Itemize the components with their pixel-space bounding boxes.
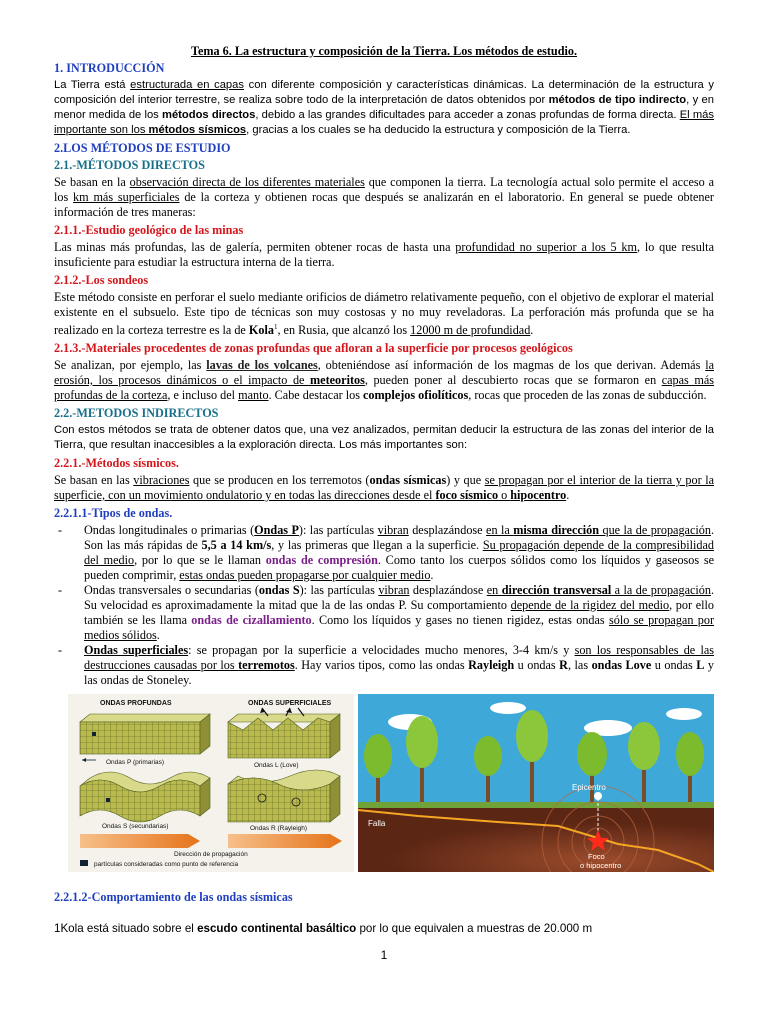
section-2-2-heading: 2.2.-METODOS INDIRECTOS	[54, 406, 219, 421]
footnote-ref: 1	[273, 323, 278, 331]
label-surface-waves: ONDAS SUPERFICIALES	[248, 700, 332, 708]
section-2-2-1-2-heading: 2.2.1.2-Comportamiento de las ondas sísmicas	[54, 890, 293, 905]
direct-methods-paragraph: Se basan en la observación directa de los diferentes materiales que componen la tierra. La tecnología actual solo permite el acceso a los km más superficiales de la corteza y obtienen rocas que después se analizarán en el laboratorio. En general se puede obtener información de tres maneras:	[54, 175, 714, 219]
l-waves-block	[228, 708, 340, 758]
page-number: 1	[380, 948, 388, 962]
footnote-number: 1	[54, 922, 61, 936]
outcrop-paragraph: Se analizan, por ejemplo, las lavas de los volcanes, obteniéndose así información de los magmas de los que derivan. Además la erosión, los procesos dinámicos o el impacto de meteoritos, pueden poner al descubierto rocas que se formaron en capas más profundas de la corteza, e incluso del manto. Cabe destacar los complejos ofiolíticos, rocas que proceden de las zonas de subducción.	[54, 358, 715, 403]
figures-row	[54, 694, 714, 872]
section-2-1-heading: 2.1.-MÉTODOS DIRECTOS	[54, 158, 205, 172]
grass-strip	[358, 802, 714, 808]
label-deep-waves: ONDAS PROFUNDAS	[100, 700, 172, 708]
s-waves-label: Ondas S (secundarias)	[102, 823, 169, 831]
epicenter-marker	[594, 792, 602, 800]
section-2-2-1-heading: 2.2.1.-Métodos sísmicos.	[54, 456, 179, 471]
section-2-heading: 2.LOS MÉTODOS DE ESTUDIO	[54, 141, 231, 155]
p-waves-label: Ondas P (primarias)	[106, 759, 165, 767]
section-1-heading: 1. INTRODUCCIÓN	[54, 61, 165, 75]
earthquake-figure	[358, 694, 714, 872]
propagation-arrow-left	[80, 834, 200, 848]
propagation-arrow-right	[228, 834, 342, 848]
ground-cross-section	[358, 808, 714, 872]
mines-paragraph: Las minas más profundas, las de galería, permiten obtener rocas de hasta una profundidad no superior a los 5 km, lo que resulta insuficiente para estudiar la estructura interna de la tierra.	[54, 240, 714, 269]
list-item-s-waves: - Ondas transversales o secundarias (ondas S): las partículas vibran desplazándose en dirección transversal a la de propagación. Su velocidad es aproximadamente la mitad que la de las ondas P. Su comportamiento depende de la rigidez del medio, por ello también se les llama ondas de cizallamiento. Como los líquidos y gases no tienen rigidez, estas ondas sólo se propagan por medios sólidos.	[54, 583, 714, 643]
footnote: 1Kola está situado sobre el escudo continental basáltico por lo que equivalen a muestras de 20.000 m	[54, 922, 593, 936]
section-2-1-1-heading: 2.1.1.-Estudio geológico de las minas	[54, 223, 244, 237]
drilling-paragraph: Este método consiste en perforar el suelo mediante orificios de diámetro relativamente pequeño, con el objetivo de explorar el material existente en el subsuelo. Este tipo de técnicas son muy costosas y no muy reveladoras. La perforación más profunda que se ha realizado en la corteza terrestre es la de Kola$^1$, en Rusia, que alcanzó los 12000 m de profundidad.	[54, 290, 714, 338]
section-2-2-1-1-heading: 2.2.1.1-Tipos de ondas.	[54, 506, 173, 521]
indirect-methods-paragraph: Con estos métodos se trata de obtener datos que, una vez analizados, permitan deducir la estructura de las zonas del interior de la Tierra, que resultan inaccesibles a la exploración directa. Los más importantes son:	[54, 424, 714, 452]
list-item-surface-waves: - Ondas superficiales: se propagan por la superficie a velocidades mucho menores, 3-4 km/s y son los responsables de las destrucciones causadas por los terremotos. Hay varios tipos, como las ondas Rayleigh u ondas R, las ondas Love u ondas L y las ondas de Stoneley.	[54, 643, 714, 688]
direction-label: Dirección de propagación	[174, 851, 248, 859]
hypocenter-label: o hipocentro	[580, 861, 622, 871]
fault-label: Falla	[368, 819, 386, 829]
seismic-methods-paragraph: Se basan en las vibraciones que se producen en los terremotos (ondas sísmicas) y que se propagan por el interior de la tierra y por la superficie, con un movimiento ondulatorio y en todas las direcciones desde el foco sísmico o hipocentro.	[54, 473, 715, 503]
wave-types-figure	[68, 694, 354, 872]
wave-types-list	[54, 523, 714, 688]
intro-paragraph: La Tierra está estructurada en capas con diferente composición y características dinámicas. La determinación de la estructura y composición del interior terrestre, se realiza sobre todo de la interpretación de datos obtenidos por métodos de tipo indirecto, y en menor medida de los métodos directos, debido a las grandes dificultades para acceder a zonas profundas de forma directa. El más importante son los métodos sísmicos, gracias a los cuales se ha deducido la estructura y composición de la Tierra.	[54, 79, 715, 136]
l-waves-label: Ondas L (Love)	[254, 762, 299, 770]
epicenter-label: Epicentro	[572, 783, 606, 793]
focus-label: Foco	[588, 852, 605, 862]
document-title: Tema 6. La estructura y composición de la Tierra. Los métodos de estudio.	[190, 44, 578, 58]
reference-particle-icon	[80, 860, 88, 866]
section-2-1-3-heading: 2.1.3.-Materiales procedentes de zonas profundas que afloran a la superficie por procesos geológicos	[54, 341, 573, 356]
reference-label: partículas consideradas como punto de referencia	[94, 861, 239, 869]
r-waves-label: Ondas R (Rayleigh)	[250, 825, 308, 833]
list-item-p-waves: - Ondas longitudinales o primarias (Ondas P): las partículas vibran desplazándose en la misma dirección que la de propagación. Son las más rápidas de 5,5 a 14 km/s, y las primeras que llegan a la superficie. Su propagación depende de la compresibilidad del medio, por lo que se le llaman ondas de compresión. Como tanto los cuerpos sólidos como los líquidos y gaseosos se pueden comprimir, estas ondas pueden propagarse por cualquier medio.	[54, 523, 714, 583]
section-2-1-2-heading: 2.1.2.-Los sondeos	[54, 273, 149, 287]
